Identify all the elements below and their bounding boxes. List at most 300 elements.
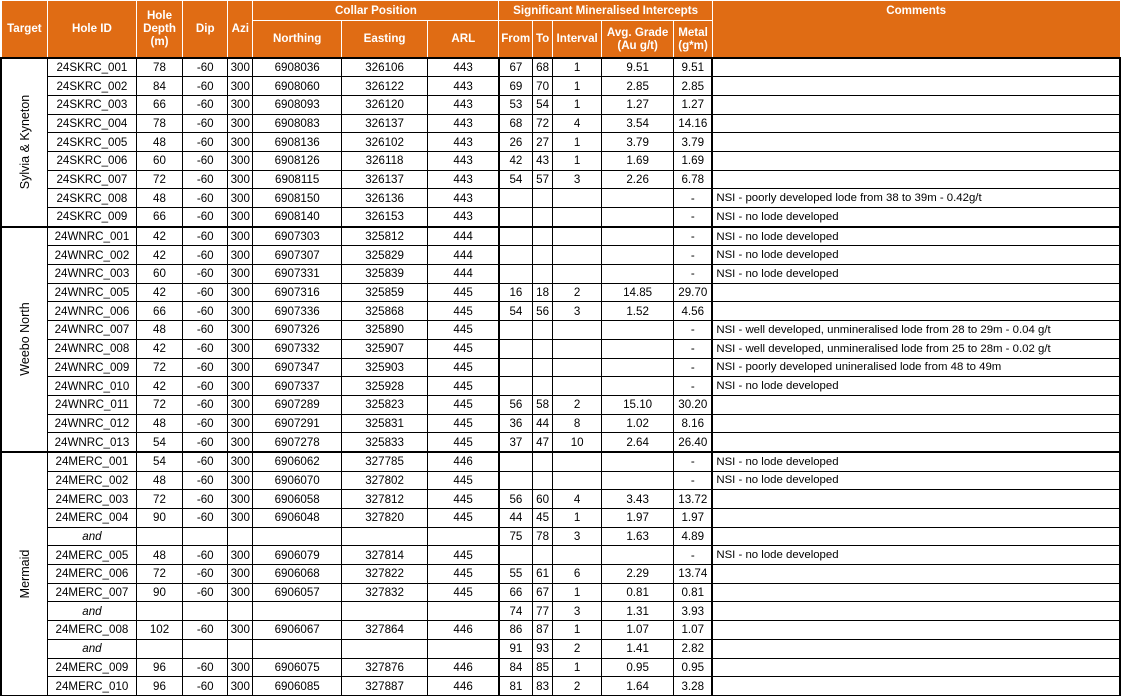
table-row [1,189,1120,208]
to-cell: 61 [532,565,552,584]
header-significant-intercepts: Significant Mineralised Intercepts [499,1,712,21]
azi-cell: 300 [228,546,253,565]
azi-cell: 300 [228,58,253,77]
header-target: Target [1,1,48,58]
metal-cell: - [674,246,713,265]
to-cell: 72 [532,114,552,133]
to-cell: 83 [532,677,552,696]
metal-cell: 1.69 [674,151,713,170]
azi-cell: 300 [228,621,253,640]
table-row [1,208,1120,227]
northing-cell: 6907331 [253,265,341,284]
table-row [1,414,1120,433]
avg-grade-cell: 1.31 [602,602,674,621]
hole-depth-cell: 84 [136,77,183,96]
interval-cell: 1 [553,133,602,152]
northing-cell: 6906067 [253,621,341,640]
metal-cell: - [674,189,713,208]
avg-grade-cell: 2.64 [602,433,674,452]
hole-id-cell: 24MERC_010 [48,677,136,696]
table-row [1,246,1120,265]
avg-grade-cell: 2.26 [602,170,674,189]
northing-cell: 6907332 [253,339,341,358]
azi-cell: 300 [228,339,253,358]
table-row [1,114,1120,133]
avg-grade-cell: 0.81 [602,583,674,602]
from-cell: 69 [499,77,533,96]
dip-cell: -60 [183,77,228,96]
arl-cell: 445 [428,433,499,452]
comments-cell: NSI - no lode developed [712,377,1120,396]
hole-id-cell: 24SKRC_004 [48,114,136,133]
comments-cell [712,602,1120,621]
azi-cell: 300 [228,377,253,396]
hole-depth-cell: 72 [136,358,183,377]
interval-cell: 1 [553,58,602,77]
azi-cell: 300 [228,509,253,528]
interval-cell: 1 [553,621,602,640]
arl-cell: 446 [428,452,499,471]
azi-cell: 300 [228,227,253,246]
easting-cell: 325859 [341,283,427,302]
azi-cell: 300 [228,246,253,265]
table-row [1,452,1120,471]
arl-cell: 445 [428,283,499,302]
metal-cell: 26.40 [674,433,713,452]
easting-cell: 326102 [341,133,427,152]
hole-id-cell: 24MERC_008 [48,621,136,640]
interval-cell: 6 [553,565,602,584]
to-cell [532,339,552,358]
to-cell: 58 [532,395,552,414]
to-cell: 85 [532,658,552,677]
dip-cell: -60 [183,583,228,602]
azi-cell: 300 [228,283,253,302]
easting-cell: 326106 [341,58,427,77]
from-cell [499,208,533,227]
hole-id-cell: 24MERC_001 [48,452,136,471]
dip-cell: -60 [183,58,228,77]
easting-cell: 327887 [341,677,427,696]
comments-cell: NSI - no lode developed [712,227,1120,246]
interval-cell: 2 [553,677,602,696]
dip-cell: -60 [183,302,228,321]
to-cell: 27 [532,133,552,152]
easting-cell: 327785 [341,452,427,471]
header-to: To [532,21,552,58]
northing-cell: 6906057 [253,583,341,602]
arl-cell: 443 [428,208,499,227]
arl-cell: 443 [428,151,499,170]
azi-cell [228,527,253,546]
easting-cell: 327820 [341,509,427,528]
from-cell: 75 [499,527,533,546]
header-dip: Dip [183,1,228,58]
easting-cell: 326118 [341,151,427,170]
dip-cell: -60 [183,658,228,677]
comments-cell [712,77,1120,96]
hole-depth-cell: 60 [136,151,183,170]
hole-depth-cell: 42 [136,246,183,265]
metal-cell: 3.93 [674,602,713,621]
table-row [1,395,1120,414]
hole-id-cell: 24MERC_009 [48,658,136,677]
to-cell [532,227,552,246]
arl-cell: 444 [428,265,499,284]
northing-cell: 6907336 [253,302,341,321]
dip-cell: -60 [183,246,228,265]
arl-cell: 445 [428,471,499,490]
avg-grade-cell [602,471,674,490]
table-row [1,433,1120,452]
avg-grade-cell: 1.41 [602,639,674,658]
from-cell [499,358,533,377]
header-interval: Interval [553,21,602,58]
avg-grade-cell: 3.54 [602,114,674,133]
hole-id-cell: and [48,602,136,621]
table-row [1,583,1120,602]
table-row [1,490,1120,509]
arl-cell: 445 [428,377,499,396]
avg-grade-cell: 0.95 [602,658,674,677]
easting-cell: 327876 [341,658,427,677]
easting-cell: 327814 [341,546,427,565]
azi-cell: 300 [228,95,253,114]
table-row [1,151,1120,170]
metal-cell: 4.56 [674,302,713,321]
metal-cell: 8.16 [674,414,713,433]
metal-cell: 6.78 [674,170,713,189]
metal-cell: - [674,358,713,377]
dip-cell: -60 [183,283,228,302]
arl-cell: 445 [428,509,499,528]
from-cell [499,227,533,246]
hole-id-cell: 24SKRC_003 [48,95,136,114]
to-cell [532,471,552,490]
dip-cell: -60 [183,471,228,490]
arl-cell [428,639,499,658]
comments-cell [712,527,1120,546]
azi-cell: 300 [228,358,253,377]
from-cell [499,321,533,340]
to-cell: 77 [532,602,552,621]
hole-depth-cell: 48 [136,189,183,208]
from-cell [499,265,533,284]
dip-cell: -60 [183,677,228,696]
to-cell [532,377,552,396]
avg-grade-cell [602,265,674,284]
hole-depth-cell: 48 [136,546,183,565]
interval-cell: 4 [553,114,602,133]
from-cell: 91 [499,639,533,658]
hole-depth-cell: 54 [136,452,183,471]
azi-cell: 300 [228,189,253,208]
interval-cell [553,471,602,490]
interval-cell [553,358,602,377]
hole-depth-cell: 72 [136,170,183,189]
azi-cell [228,639,253,658]
northing-cell: 6906085 [253,677,341,696]
northing-cell: 6907289 [253,395,341,414]
comments-cell [712,583,1120,602]
to-cell: 78 [532,527,552,546]
avg-grade-cell: 1.27 [602,95,674,114]
from-cell: 74 [499,602,533,621]
hole-depth-cell [136,527,183,546]
table-row [1,677,1120,696]
hole-depth-cell: 78 [136,114,183,133]
interval-cell: 2 [553,639,602,658]
azi-cell: 300 [228,77,253,96]
hole-id-cell: 24SKRC_001 [48,58,136,77]
arl-cell: 445 [428,414,499,433]
metal-cell: - [674,377,713,396]
northing-cell: 6908060 [253,77,341,96]
arl-cell [428,602,499,621]
avg-grade-cell [602,452,674,471]
interval-cell: 10 [553,433,602,452]
interval-cell [553,321,602,340]
easting-cell: 325903 [341,358,427,377]
dip-cell: -60 [183,339,228,358]
azi-cell: 300 [228,433,253,452]
avg-grade-cell: 1.97 [602,509,674,528]
header-hole-id: Hole ID [48,1,136,58]
from-cell [499,546,533,565]
hole-depth-cell [136,602,183,621]
comments-cell [712,395,1120,414]
hole-id-cell: 24SKRC_002 [48,77,136,96]
to-cell: 87 [532,621,552,640]
avg-grade-cell: 14.85 [602,283,674,302]
metal-cell: - [674,321,713,340]
from-cell: 86 [499,621,533,640]
metal-cell: 29.70 [674,283,713,302]
azi-cell: 300 [228,151,253,170]
easting-cell: 325839 [341,265,427,284]
dip-cell: -60 [183,208,228,227]
to-cell [532,189,552,208]
azi-cell: 300 [228,471,253,490]
dip-cell: -60 [183,114,228,133]
metal-cell: 13.74 [674,565,713,584]
table-header [1,1,1120,58]
table-row [1,658,1120,677]
from-cell: 54 [499,302,533,321]
comments-cell [712,509,1120,528]
hole-depth-cell: 90 [136,583,183,602]
northing-cell: 6908115 [253,170,341,189]
hole-id-cell: 24WNRC_007 [48,321,136,340]
hole-id-cell: 24WNRC_010 [48,377,136,396]
northing-cell: 6906062 [253,452,341,471]
hole-depth-cell: 42 [136,339,183,358]
comments-cell [712,283,1120,302]
from-cell [499,189,533,208]
table-row [1,377,1120,396]
hole-id-cell: 24WNRC_006 [48,302,136,321]
to-cell: 47 [532,433,552,452]
dip-cell: -60 [183,490,228,509]
easting-cell: 325812 [341,227,427,246]
comments-cell [712,677,1120,696]
to-cell: 70 [532,77,552,96]
northing-cell: 6907337 [253,377,341,396]
interval-cell: 3 [553,527,602,546]
easting-cell: 326137 [341,170,427,189]
header-easting: Easting [341,21,427,58]
arl-cell: 443 [428,77,499,96]
interval-cell: 2 [553,395,602,414]
dip-cell [183,527,228,546]
azi-cell: 300 [228,677,253,696]
comments-cell [712,114,1120,133]
azi-cell: 300 [228,302,253,321]
interval-cell [553,546,602,565]
northing-cell: 6906058 [253,490,341,509]
easting-cell: 327812 [341,490,427,509]
azi-cell: 300 [228,490,253,509]
to-cell [532,358,552,377]
hole-depth-cell: 66 [136,302,183,321]
northing-cell: 6908083 [253,114,341,133]
interval-cell [553,452,602,471]
arl-cell: 443 [428,189,499,208]
metal-cell: - [674,265,713,284]
target-cell [1,58,48,227]
avg-grade-cell [602,189,674,208]
from-cell: 81 [499,677,533,696]
from-cell [499,471,533,490]
comments-cell [712,133,1120,152]
comments-cell: NSI - no lode developed [712,452,1120,471]
comments-cell [712,95,1120,114]
dip-cell: -60 [183,414,228,433]
hole-id-cell: 24WNRC_009 [48,358,136,377]
from-cell: 16 [499,283,533,302]
from-cell: 66 [499,583,533,602]
easting-cell: 325907 [341,339,427,358]
comments-cell [712,639,1120,658]
from-cell [499,452,533,471]
target-label: Sylvia & Kyneton [17,94,32,190]
metal-cell: 30.20 [674,395,713,414]
comments-cell [712,170,1120,189]
comments-cell: NSI - well developed, unmineralised lode from 28 to 29m - 0.04 g/t [712,321,1120,340]
hole-id-cell: 24MERC_007 [48,583,136,602]
dip-cell: -60 [183,358,228,377]
table-row [1,639,1120,658]
azi-cell: 300 [228,170,253,189]
arl-cell: 443 [428,58,499,77]
hole-id-cell: 24WNRC_001 [48,227,136,246]
easting-cell: 326137 [341,114,427,133]
hole-depth-cell: 54 [136,433,183,452]
interval-cell [553,246,602,265]
comments-cell [712,433,1120,452]
hole-id-cell: 24MERC_004 [48,509,136,528]
hole-depth-cell: 78 [136,58,183,77]
arl-cell: 445 [428,565,499,584]
to-cell [532,265,552,284]
table-row [1,509,1120,528]
arl-cell: 446 [428,677,499,696]
easting-cell: 327832 [341,583,427,602]
table-row [1,95,1120,114]
easting-cell [341,639,427,658]
hole-depth-cell: 66 [136,208,183,227]
interval-cell [553,189,602,208]
hole-id-cell: 24WNRC_005 [48,283,136,302]
northing-cell: 6907316 [253,283,341,302]
dip-cell: -60 [183,377,228,396]
metal-cell: - [674,208,713,227]
hole-id-cell: 24MERC_002 [48,471,136,490]
comments-cell [712,658,1120,677]
hole-depth-cell: 42 [136,283,183,302]
comments-cell [712,302,1120,321]
to-cell [532,546,552,565]
dip-cell [183,639,228,658]
hole-id-cell: 24SKRC_009 [48,208,136,227]
from-cell: 54 [499,170,533,189]
hole-depth-cell: 48 [136,321,183,340]
table-row [1,339,1120,358]
interval-cell [553,227,602,246]
interval-cell [553,265,602,284]
northing-cell: 6907326 [253,321,341,340]
dip-cell: -60 [183,95,228,114]
hole-depth-cell: 48 [136,471,183,490]
header-avg-grade: Avg. Grade (Au g/t) [602,21,674,58]
target-cell [1,227,48,452]
comments-cell [712,621,1120,640]
dip-cell [183,602,228,621]
hole-depth-cell: 60 [136,265,183,284]
avg-grade-cell [602,339,674,358]
hole-id-cell: 24WNRC_013 [48,433,136,452]
comments-cell [712,565,1120,584]
northing-cell [253,639,341,658]
easting-cell: 326136 [341,189,427,208]
from-cell: 53 [499,95,533,114]
dip-cell: -60 [183,321,228,340]
northing-cell [253,602,341,621]
hole-id-cell: 24SKRC_005 [48,133,136,152]
interval-cell: 1 [553,658,602,677]
northing-cell: 6906070 [253,471,341,490]
table-body [1,58,1120,696]
arl-cell: 445 [428,339,499,358]
metal-cell: 2.82 [674,639,713,658]
interval-cell: 1 [553,509,602,528]
azi-cell [228,602,253,621]
hole-depth-cell: 90 [136,509,183,528]
comments-cell: NSI - well developed, unmineralised lode from 25 to 28m - 0.02 g/t [712,339,1120,358]
hole-id-cell: 24SKRC_008 [48,189,136,208]
comments-cell: NSI - no lode developed [712,208,1120,227]
metal-cell: 0.81 [674,583,713,602]
dip-cell: -60 [183,546,228,565]
header-azi: Azi [228,1,253,58]
from-cell: 84 [499,658,533,677]
metal-cell: 1.07 [674,621,713,640]
interval-cell: 1 [553,151,602,170]
easting-cell: 325831 [341,414,427,433]
easting-cell: 327802 [341,471,427,490]
from-cell: 26 [499,133,533,152]
hole-depth-cell: 72 [136,395,183,414]
